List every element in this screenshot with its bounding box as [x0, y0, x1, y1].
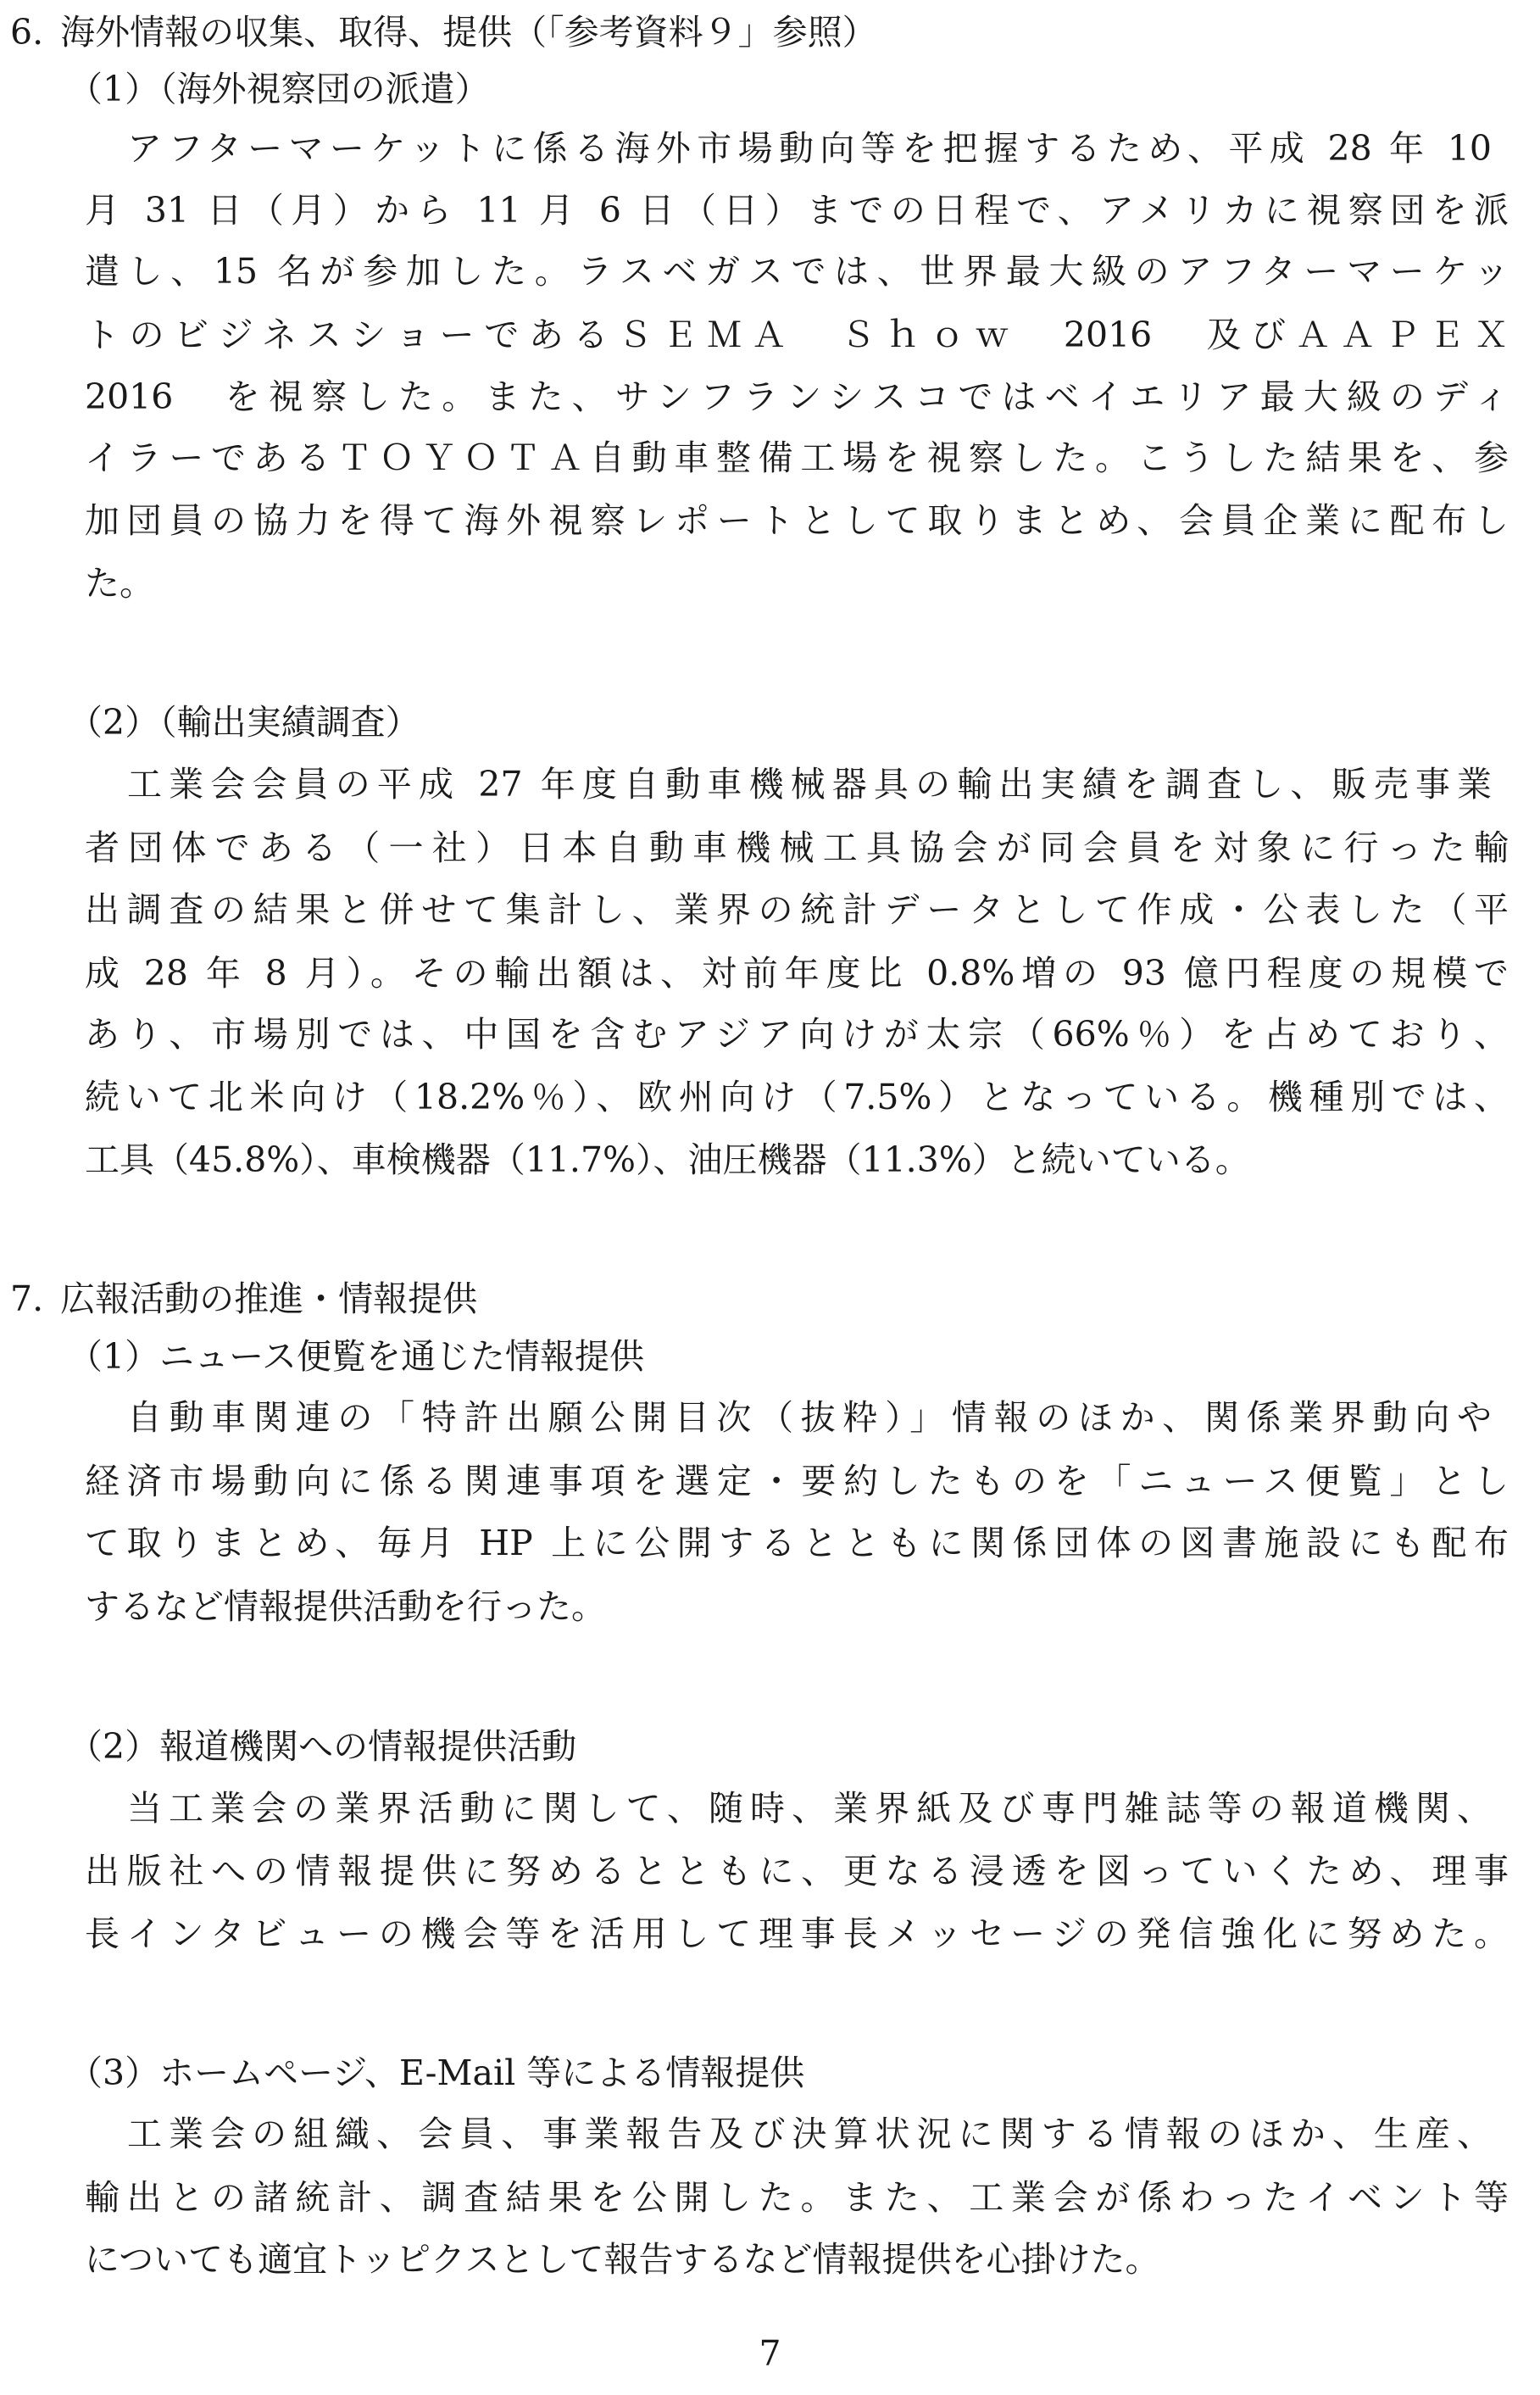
paragraph-line: 者団体である（一社）日本自動車機械工具協会が同会員を対象に行った輸 — [85, 827, 1509, 868]
paragraph-line: 加団員の協力を得て海外視察レポートとして取りまとめ、会員企業に配布し — [85, 500, 1509, 541]
paragraph-line: 工業会の組織、会員、事業報告及び決算状況に関する情報のほか、生産、 — [127, 2114, 1492, 2154]
paragraph-line: あり、市場別では、中国を含むアジア向けが太宗（66%％）を占めており、 — [85, 1014, 1509, 1055]
section-number: 7. — [10, 1278, 44, 1319]
paragraph-line: トのビジネスショーであるＳＥＭＡ Ｓｈｏｗ 2016 及びＡＡＰＥＸ — [85, 315, 1509, 355]
paragraph-line: 長インタビューの機会等を活用して理事長メッセージの発信強化に努めた。 — [85, 1913, 1509, 1954]
paragraph-line: 経済市場動向に係る関連事項を選定・要約したものを「ニュース便覧」とし — [85, 1461, 1509, 1501]
paragraph-line: するなど情報提供活動を行った。 — [85, 1586, 606, 1627]
paragraph-line: アフターマーケットに係る海外市場動向等を把握するため、平成 28 年 10 — [127, 128, 1492, 169]
subsection-heading: （3）ホームページ、E-Mail 等による情報提供 — [68, 2052, 805, 2093]
paragraph-line: 当工業会の業界活動に関して、随時、業界紙及び専門雑誌等の報道機関、 — [127, 1788, 1492, 1829]
paragraph-line: 遣し、15 名が参加した。ラスベガスでは、世界最大級のアフターマーケッ — [85, 251, 1509, 292]
paragraph-line: 成 28 年 8 月）。その輸出額は、対前年度比 0.8%増の 93 億円程度の規模で — [85, 953, 1509, 994]
section-7-heading — [10, 1278, 478, 1319]
section-number: 6. — [10, 12, 44, 53]
paragraph-line: 自動車関連の「特許出願公開目次（抜粋）」情報のほか、関係業界動向や — [127, 1397, 1492, 1438]
paragraph-line: イラーであるＴＯＹＯＴＡ自動車整備工場を視察した。こうした結果を、参 — [85, 437, 1509, 478]
section-title: 広報活動の推進・情報提供 — [60, 1278, 478, 1319]
page-number: 7 — [759, 2333, 781, 2374]
subsection-heading: （2）報道機関への情報提供活動 — [68, 1726, 577, 1767]
paragraph-line: 2016 を視察した。また、サンフランシスコではベイエリア最大級のディ — [85, 376, 1509, 417]
section-title: 海外情報の収集、取得、提供（「参考資料９」参照） — [60, 12, 877, 53]
paragraph-line: 工業会会員の平成 27 年度自動車機械器具の輸出実績を調査し、販売事業 — [127, 764, 1492, 805]
section-6-heading — [10, 12, 877, 53]
subsection-heading: （2）（輸出実績調査） — [68, 702, 420, 743]
paragraph-line: についても適宜トッピクスとして報告するなど情報提供を心掛けた。 — [85, 2239, 1160, 2280]
paragraph-line: 工具（45.8%）、車検機器（11.7%）、油圧機器（11.3%）と続いている。 — [85, 1139, 1250, 1180]
paragraph-line: て取りまとめ、毎月 HP 上に公開するとともに関係団体の図書施設にも配布 — [85, 1523, 1509, 1563]
paragraph-line: 続いて北米向け（18.2%％）、欧州向け（7.5%）となっている。機種別では、 — [85, 1077, 1509, 1117]
subsection-heading: （1）（海外視察団の派遣） — [68, 69, 490, 109]
subsection-heading: （1）ニュース便覧を通じた情報提供 — [68, 1336, 645, 1377]
paragraph-line: た。 — [85, 563, 154, 604]
paragraph-line: 月 31 日（月）から 11 月 6 日（日）までの日程で、アメリカに視察団を派 — [85, 190, 1509, 231]
paragraph-line: 出調査の結果と併せて集計し、業界の統計データとして作成・公表した（平 — [85, 889, 1509, 930]
paragraph-line: 出版社への情報提供に努めるとともに、更なる浸透を図っていくため、理事 — [85, 1851, 1509, 1891]
paragraph-line: 輸出との諸統計、調査結果を公開した。また、工業会が係わったイベント等 — [85, 2177, 1509, 2218]
